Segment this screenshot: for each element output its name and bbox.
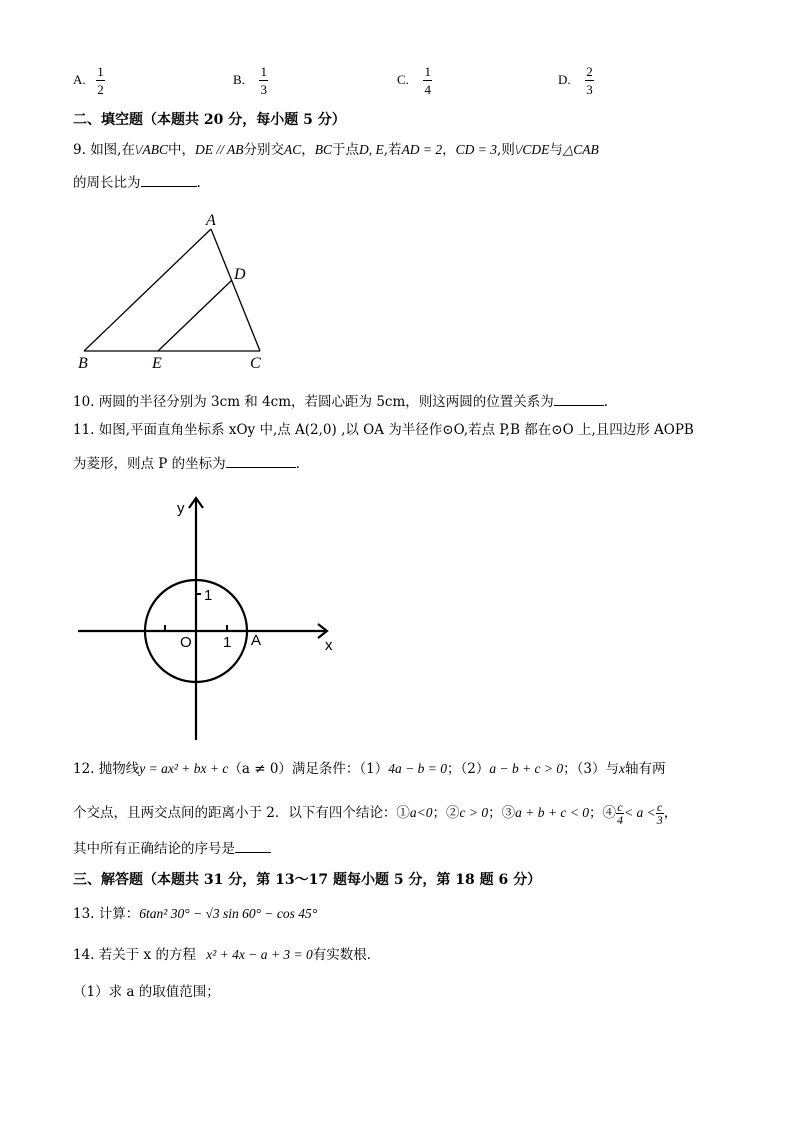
math: a − b + c > 0 xyxy=(489,761,564,776)
math: 4a − b = 0 xyxy=(388,761,447,776)
text: 12. 抛物线 xyxy=(73,761,140,777)
option-letter: B. xyxy=(233,72,245,87)
text: ；（3）与 xyxy=(563,761,619,777)
math: y = ax² + bx + c xyxy=(139,761,229,776)
label-y: y xyxy=(177,500,185,517)
side-ac xyxy=(211,229,260,351)
option-fraction xyxy=(259,64,268,97)
answer-blank[interactable] xyxy=(141,172,197,187)
text: 个交点，且两交点间的距离小于 2．以下有四个结论：① xyxy=(73,805,410,821)
segment-de xyxy=(158,280,232,351)
text: 其中所有正确结论的序号是 xyxy=(73,841,235,857)
option-b xyxy=(233,64,268,97)
option-fraction xyxy=(423,64,432,97)
option-c xyxy=(397,64,432,97)
question-11-line2 xyxy=(73,453,300,473)
text: 10. 两圆的半径分别为 3cm 和 4cm，若圆心距为 5cm，则这两圆的位置关系为 xyxy=(73,394,554,410)
fraction-numerator: c xyxy=(617,800,623,814)
label-x-one: 1 xyxy=(223,634,232,651)
fraction-denominator: 3 xyxy=(656,813,663,827)
math: \/CDE xyxy=(514,142,550,157)
text: ， xyxy=(301,142,315,158)
math: △CAB xyxy=(562,142,599,157)
option-fraction xyxy=(585,64,594,97)
option-letter: D. xyxy=(558,72,571,87)
fraction-numerator: 1 xyxy=(97,64,104,79)
text: ,则 xyxy=(497,142,515,158)
text: . xyxy=(295,456,300,472)
option-letter: C. xyxy=(397,72,409,87)
question-10 xyxy=(73,391,608,411)
text: ；③ xyxy=(488,805,516,821)
label-a-point: A xyxy=(251,632,262,649)
text: 于点 xyxy=(332,142,360,158)
question-14 xyxy=(73,946,380,964)
text: （a ≠ 0）满足条件：（1） xyxy=(228,761,389,777)
fraction-denominator: 2 xyxy=(97,82,104,97)
text: 轴有两 xyxy=(625,761,666,777)
text: 的周长比为 xyxy=(73,175,141,191)
math: 6tan² 30° − √3 sin 60° − cos 45° xyxy=(139,906,318,921)
answer-blank[interactable] xyxy=(226,453,296,468)
fraction-numerator: 2 xyxy=(586,64,593,79)
text: 有实数根． xyxy=(312,947,381,963)
label-y-one: 1 xyxy=(204,587,213,604)
text: ,若 xyxy=(383,142,402,158)
label-a: A xyxy=(206,212,216,229)
fraction-denominator: 4 xyxy=(616,813,623,827)
math: AD = 2 xyxy=(401,142,443,157)
question-13 xyxy=(73,905,317,923)
text: 14. 若关于 x 的方程 xyxy=(73,947,196,963)
math: DE // AB xyxy=(194,142,244,157)
text: ；② xyxy=(432,805,460,821)
coordinate-figure xyxy=(74,494,344,744)
math: a + b + c < 0 xyxy=(515,805,589,820)
triangle-figure xyxy=(70,208,280,373)
text: ， xyxy=(663,805,678,821)
text: ；④ xyxy=(588,805,616,821)
math: < a < xyxy=(623,805,656,820)
fraction-numerator: 1 xyxy=(424,64,431,79)
question-9-line1 xyxy=(73,141,599,159)
math: c > 0 xyxy=(459,805,489,820)
fraction-c-over-4 xyxy=(616,801,624,826)
question-12-line3 xyxy=(73,838,271,858)
text: 分别交 xyxy=(243,142,284,158)
section-heading: 三、解答题（本题共 31 分，第 13～17 题每小题 5 分，第 18 题 6 分） xyxy=(73,872,542,888)
text: 为菱形，则点 P 的坐标为 xyxy=(73,456,226,472)
text: 如图,在 xyxy=(90,142,135,158)
math: CD = 3 xyxy=(455,142,498,157)
label-b: B xyxy=(78,355,88,372)
text: 中， xyxy=(167,142,195,158)
fraction-c-over-3 xyxy=(656,801,664,826)
label-d: D xyxy=(234,266,246,283)
math: AC xyxy=(283,142,302,157)
math: x² + 4x − a + 3 = 0 xyxy=(206,947,313,962)
math: a<0 xyxy=(409,805,433,820)
fraction-numerator: 1 xyxy=(260,64,267,79)
math: D, E xyxy=(359,142,384,157)
text: 13. 计算： xyxy=(73,906,140,922)
text: . xyxy=(603,394,609,410)
text: ；（2） xyxy=(446,761,490,777)
question-12-line2 xyxy=(73,801,677,826)
text: . xyxy=(196,175,201,191)
text: 与 xyxy=(549,142,563,158)
fraction-denominator: 3 xyxy=(586,82,593,97)
math: \/ABC xyxy=(134,142,168,157)
math: x xyxy=(619,761,625,776)
label-origin: O xyxy=(180,634,192,651)
question-11-line1: 11. 如图,平面直角坐标系 xOy 中,点 A(2,0) ,以 OA 为半径作⊙O,若点 P,B 都在⊙O 上,且四边形 AOPB xyxy=(73,422,694,438)
label-c: C xyxy=(250,355,261,372)
answer-blank[interactable] xyxy=(554,391,604,406)
answer-blank[interactable] xyxy=(235,838,271,853)
side-ba xyxy=(84,229,211,351)
question-12-line1 xyxy=(73,760,666,778)
question-number: 9. xyxy=(73,142,86,158)
option-d xyxy=(558,64,594,97)
section-heading: 二、填空题（本题共 20 分，每小题 5 分） xyxy=(73,112,346,128)
label-x: x xyxy=(325,637,333,654)
question-9-line2 xyxy=(73,172,201,192)
math: BC xyxy=(314,142,333,157)
option-a xyxy=(73,64,105,97)
fraction-denominator: 3 xyxy=(260,82,267,97)
question-14-part1: （1）求 a 的取值范围； xyxy=(73,984,220,1000)
option-fraction xyxy=(96,64,105,97)
fraction-numerator: c xyxy=(657,800,663,814)
text: ， xyxy=(442,142,456,158)
label-e: E xyxy=(152,355,162,372)
fraction-denominator: 4 xyxy=(424,82,431,97)
option-letter: A. xyxy=(73,72,86,87)
